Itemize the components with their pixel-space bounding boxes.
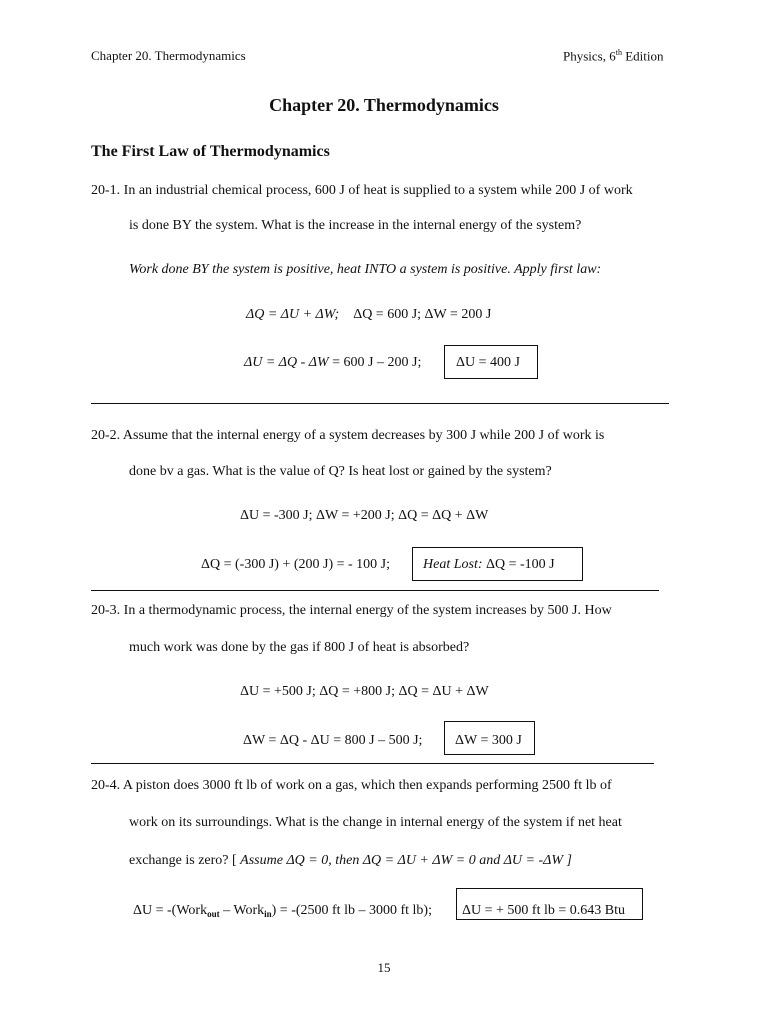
problem-20-3-line2: much work was done by the gas if 800 J of heat is absorbed? xyxy=(129,640,470,655)
problem-20-4-assumption: Assume ΔQ = 0, then ΔQ = ΔU + ΔW = 0 and ΔU = -ΔW ] xyxy=(240,853,572,868)
eq-work-suffix: ) = -(2500 ft lb – 3000 ft lb); xyxy=(271,903,432,918)
eq2-values: = 600 J – 200 J; xyxy=(328,355,422,370)
divider-1 xyxy=(91,403,669,404)
problem-20-1-eq2 xyxy=(244,355,421,371)
problem-20-1-eq1 xyxy=(246,307,491,323)
answer-20-4: ΔU = + 500 ft lb = 0.643 Btu xyxy=(462,903,625,918)
running-header-left: Chapter 20. Thermodynamics xyxy=(91,48,246,63)
problem-20-3-line1: 20-3. In a thermodynamic process, the internal energy of the system increases by 500 J. How xyxy=(91,603,612,618)
page-number: 15 xyxy=(377,960,391,975)
header-right-prefix: Physics, 6 xyxy=(563,48,616,64)
divider-2 xyxy=(91,590,659,591)
eq1-values: ΔQ = 600 J; ΔW = 200 J xyxy=(353,307,492,322)
section-heading: The First Law of Thermodynamics xyxy=(91,143,330,160)
answer-20-2-label: Heat Lost: xyxy=(423,557,483,572)
problem-20-1-line2: is done BY the system. What is the increase in the internal energy of the system? xyxy=(129,218,582,233)
problem-20-1-line1: 20-1. In an industrial chemical process, 600 J of heat is supplied to a system while 200 J of work xyxy=(91,183,633,198)
eq-work-prefix: ΔU = -(Work xyxy=(133,903,208,918)
problem-20-3-eq1: ΔU = +500 J; ΔQ = +800 J; ΔQ = ΔU + ΔW xyxy=(240,684,489,699)
eq1-first-law: ΔQ = ΔU + ΔW; xyxy=(246,307,340,322)
problem-20-4-line2: work on its surroundings. What is the change in internal energy of the system if net heat xyxy=(129,815,622,830)
problem-20-2-line1: 20-2. Assume that the internal energy of a system decreases by 300 J while 200 J of work is xyxy=(91,428,605,443)
problem-20-4-line3 xyxy=(129,853,572,869)
eq2-symbolic: ΔU = ΔQ - ΔW xyxy=(244,355,329,370)
problem-20-4-line3-text: exchange is zero? [ xyxy=(129,853,241,868)
answer-20-1: ΔU = 400 J xyxy=(456,355,520,370)
answer-20-3: ΔW = 300 J xyxy=(455,733,522,748)
running-header-right xyxy=(563,48,664,64)
problem-20-3-eq2: ΔW = ΔQ - ΔU = 800 J – 500 J; xyxy=(243,733,423,748)
answer-20-2 xyxy=(423,557,555,573)
divider-3 xyxy=(91,763,654,764)
eq-work-middle: – Work xyxy=(219,903,265,918)
header-right-suffix: Edition xyxy=(621,48,664,64)
header-right-sup: th xyxy=(615,48,622,57)
problem-20-2-eq1: ΔU = -300 J; ΔW = +200 J; ΔQ = ΔQ + ΔW xyxy=(240,508,489,523)
eq-sub-in: in xyxy=(264,909,272,919)
problem-20-2-eq2: ΔQ = (-300 J) + (200 J) = - 100 J; xyxy=(201,557,391,572)
answer-20-2-value: ΔQ = -100 J xyxy=(482,557,555,572)
page-title: Chapter 20. Thermodynamics xyxy=(269,95,499,115)
problem-20-2-line2: done bv a gas. What is the value of Q? Is heat lost or gained by the system? xyxy=(129,464,552,479)
problem-20-1-note: Work done BY the system is positive, heat INTO a system is positive. Apply first law: xyxy=(129,262,602,277)
problem-20-4-eq xyxy=(133,903,432,919)
problem-20-4-line1: 20-4. A piston does 3000 ft lb of work on a gas, which then expands performing 2500 ft lb of xyxy=(91,778,612,793)
eq-sub-out: out xyxy=(207,909,220,919)
